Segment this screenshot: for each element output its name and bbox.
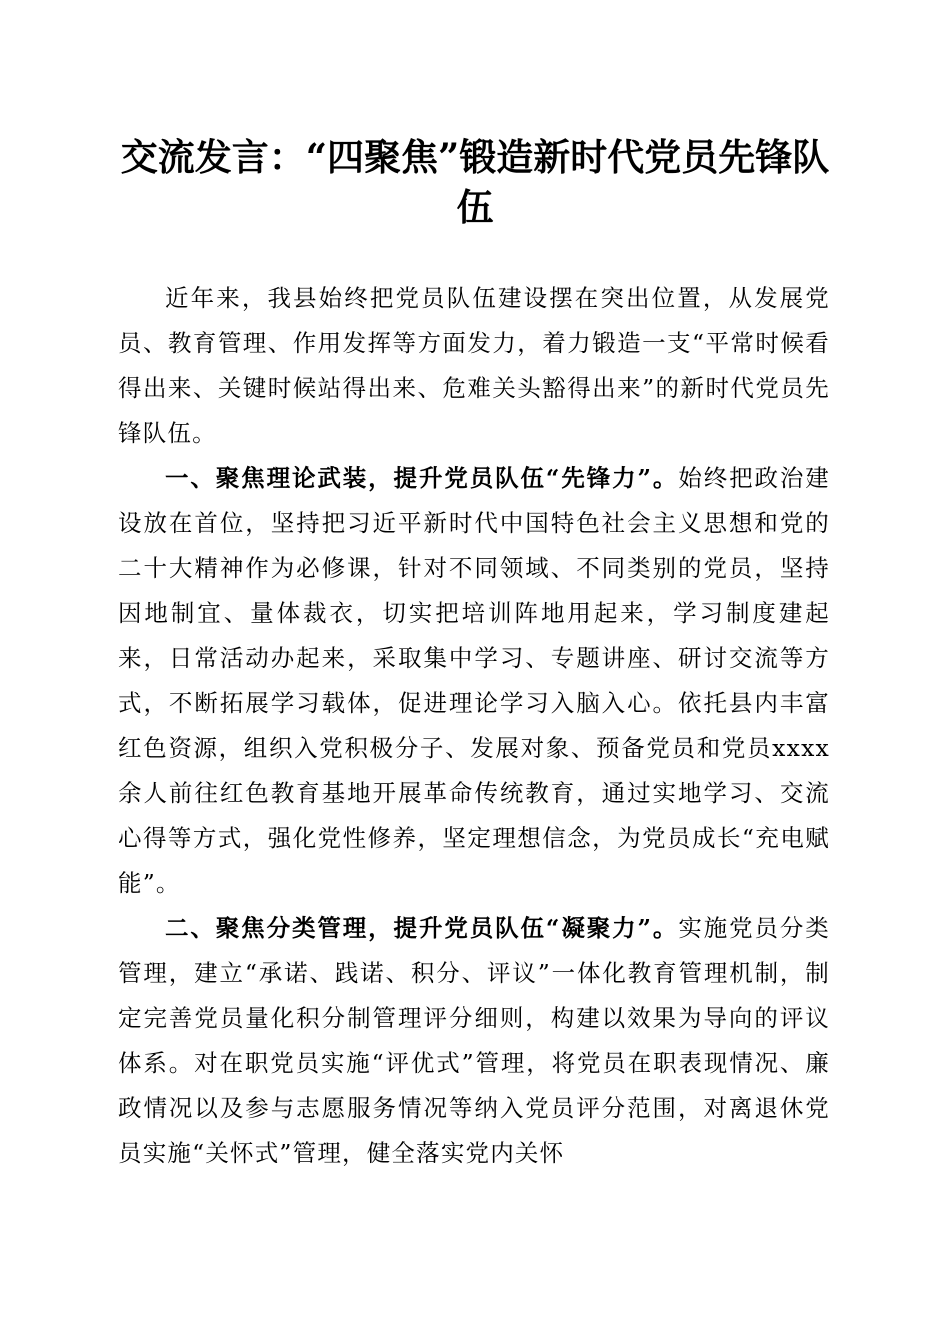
paragraph-text: 近年来，我县始终把党员队伍建设摆在突出位置，从发展党员、教育管理、作用发挥等方面发力，着力锻造一支“平常时候看得出来、关键时候站得出来、危难关头豁得出来”的新时代党员先锋队伍。 (118, 284, 830, 447)
paragraph-section-2 (118, 906, 830, 1176)
document-title: 交流发言：“四聚焦”锻造新时代党员先锋队伍 (120, 135, 830, 229)
paragraph-section-1 (118, 456, 830, 906)
document-body (118, 276, 830, 1176)
paragraph-text: 始终把政治建设放在首位，坚持把习近平新时代中国特色社会主义思想和党的二十大精神作为必修课，针对不同领域、不同类别的党员，坚持因地制宜、量体裁衣，切实把培训阵地用起来，学习制度建起来，日常活动办起来，采取集中学习、专题讲座、研讨交流等方式，不断拓展学习载体，促进理论学习入脑入心。依托县内丰富红色资源，组织入党积极分子、发展对象、预备党员和党员xxxx余人前往红色教育基地开展革命传统教育，通过实地学习、交流心得等方式，强化党性修养，坚定理想信念，为党员成长“充电赋能”。 (118, 464, 831, 897)
paragraph-text: 实施党员分类管理，建立“承诺、践诺、积分、评议”一体化教育管理机制，制定完善党员量化积分制管理评分细则，构建以效果为导向的评议体系。对在职党员实施“评优式”管理，将党员在职表现情况、廉政情况以及参与志愿服务情况等纳入党员评分范围，对离退休党员实施“关怀式”管理，健全落实党内关怀 (118, 914, 831, 1167)
paragraph-heading: 二、聚焦分类管理，提升党员队伍“凝聚力”。 (165, 914, 679, 942)
paragraph-intro (118, 276, 830, 456)
paragraph-heading: 一、聚焦理论武装，提升党员队伍“先锋力”。 (165, 464, 679, 492)
